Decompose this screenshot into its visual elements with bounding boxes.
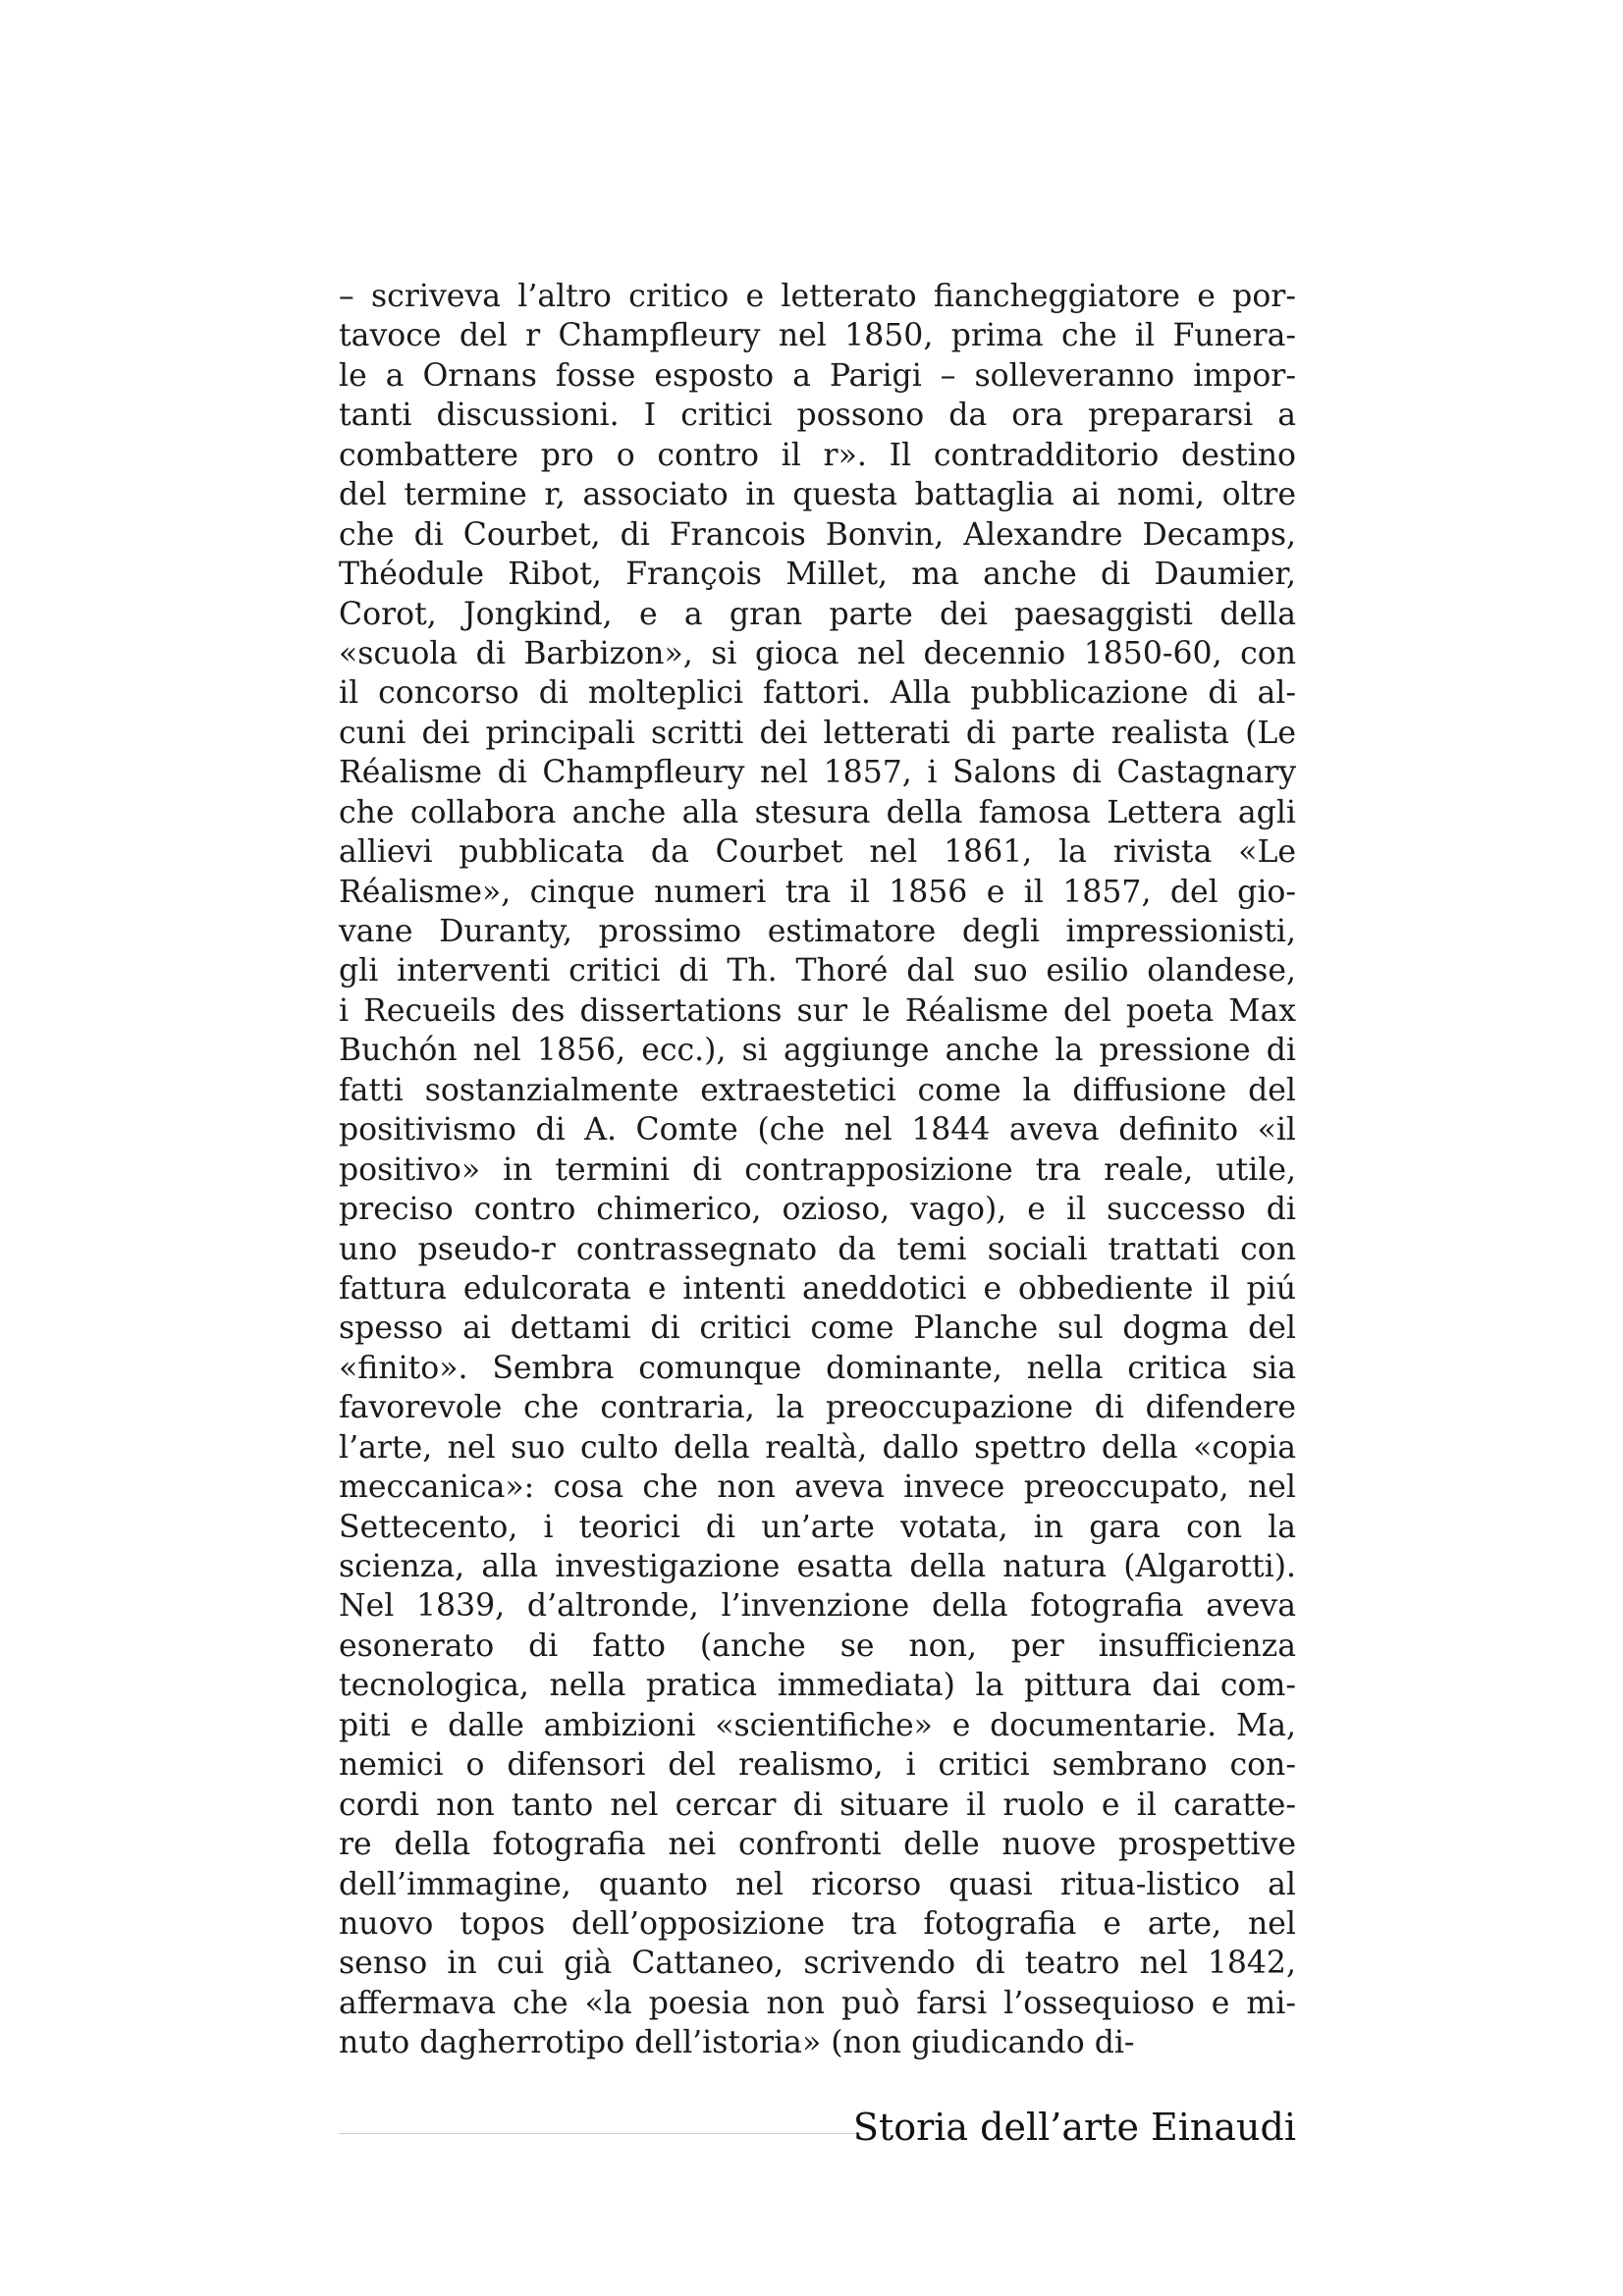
text-line: il concorso di molteplici fattori. Alla pubblicazione di al- <box>339 675 1296 712</box>
footer-divider <box>339 2133 862 2134</box>
text-line: allievi pubblicata da Courbet nel 1861, la rivista «Le <box>339 834 1296 871</box>
text-line: Nel 1839, d’altronde, l’invenzione della fotografia aveva <box>339 1588 1296 1625</box>
text-line: Réalisme», cinque numeri tra il 1856 e il 1857, del gio- <box>339 874 1296 910</box>
text-line: Settecento, i teorici di un’arte votata, in gara con la <box>339 1509 1296 1545</box>
text-line: Buchón nel 1856, ecc.), si aggiunge anche la pressione di <box>339 1033 1296 1069</box>
text-line: positivo» in termini di contrapposizione tra reale, utile, <box>339 1151 1296 1188</box>
text-line: affermava che «la poesia non può farsi l’ossequioso e mi- <box>339 1985 1296 2021</box>
text-line: combattere pro o contro il r». Il contradditorio destino <box>339 437 1296 473</box>
text-line: nuovo topos dell’opposizione tra fotografia e arte, nel <box>339 1905 1296 1942</box>
text-line: le a Ornans fosse esposto a Parigi – solleveranno impor- <box>339 357 1296 394</box>
text-line: cuni dei principali scritti dei letterati di parte realista (Le <box>339 715 1296 751</box>
text-line: preciso contro chimerico, ozioso, vago), e il successo di <box>339 1192 1296 1228</box>
body-text <box>339 277 1296 2063</box>
text-line: tecnologica, nella pratica immediata) la pittura dai com- <box>339 1668 1296 1704</box>
text-line: fattura edulcorata e intenti aneddotici e obbediente il piú <box>339 1270 1296 1307</box>
footer-title: Storia dell’arte Einaudi <box>852 2106 1296 2149</box>
text-line: del termine r, associato in questa battaglia ai nomi, oltre <box>339 477 1296 513</box>
text-line: senso in cui già Cattaneo, scrivendo di teatro nel 1842, <box>339 1946 1296 1982</box>
text-line: re della fotografia nei confronti delle nuove prospettive <box>339 1827 1296 1863</box>
text-line: Corot, Jongkind, e a gran parte dei paesaggisti della <box>339 596 1296 632</box>
text-line: esonerato di fatto (anche se non, per insufficienza <box>339 1628 1296 1664</box>
text-line: che di Courbet, di Francois Bonvin, Alexandre Decamps, <box>339 516 1296 553</box>
text-line: i Recueils des dissertations sur le Réalisme del poeta Max <box>339 992 1296 1029</box>
text-line: cordi non tanto nel cercar di situare il ruolo e il caratte- <box>339 1787 1296 1823</box>
text-line: uno pseudo-r contrassegnato da temi sociali trattati con <box>339 1231 1296 1267</box>
text-line: Réalisme di Champfleury nel 1857, i Salons di Castagnary <box>339 755 1296 791</box>
text-line: vane Duranty, prossimo estimatore degli impressionisti, <box>339 914 1296 949</box>
text-line: meccanica»: cosa che non aveva invece preoccupato, nel <box>339 1469 1296 1506</box>
text-line: spesso ai dettami di critici come Planche sul dogma del <box>339 1310 1296 1347</box>
text-line: «scuola di Barbizon», si gioca nel decennio 1850-60, con <box>339 635 1296 671</box>
text-line: che collabora anche alla stesura della famosa Lettera agli <box>339 794 1296 830</box>
text-line: tanti discussioni. I critici possono da ora prepararsi a <box>339 398 1296 434</box>
text-line: dell’immagine, quanto nel ricorso quasi ritua-listico al <box>339 1866 1296 1902</box>
text-line: «finito». Sembra comunque dominante, nella critica sia <box>339 1350 1296 1386</box>
text-line: piti e dalle ambizioni «scientifiche» e documentarie. Ma, <box>339 1707 1296 1743</box>
text-line: scienza, alla investigazione esatta della natura (Algarotti). <box>339 1549 1296 1584</box>
text-line: tavoce del r Champfleury nel 1850, prima che il Funera- <box>339 318 1296 354</box>
text-line: nemici o difensori del realismo, i critici sembrano con- <box>339 1747 1296 1784</box>
text-line: nuto dagherrotipo dell’istoria» (non giudicando di- <box>339 2025 1135 2061</box>
text-line: favorevole che contraria, la preoccupazione di difendere <box>339 1390 1296 1426</box>
text-line: positivismo di A. Comte (che nel 1844 aveva definito «il <box>339 1112 1296 1148</box>
text-line: gli interventi critici di Th. Thoré dal suo esilio olandese, <box>339 953 1296 989</box>
text-line: fatti sostanzialmente extraestetici come la diffusione del <box>339 1072 1296 1108</box>
text-line: – scriveva l’altro critico e letterato fiancheggiatore e por- <box>339 279 1296 314</box>
text-line: l’arte, nel suo culto della realtà, dallo spettro della «copia <box>339 1429 1296 1466</box>
text-line: Théodule Ribot, François Millet, ma anche di Daumier, <box>339 557 1296 593</box>
